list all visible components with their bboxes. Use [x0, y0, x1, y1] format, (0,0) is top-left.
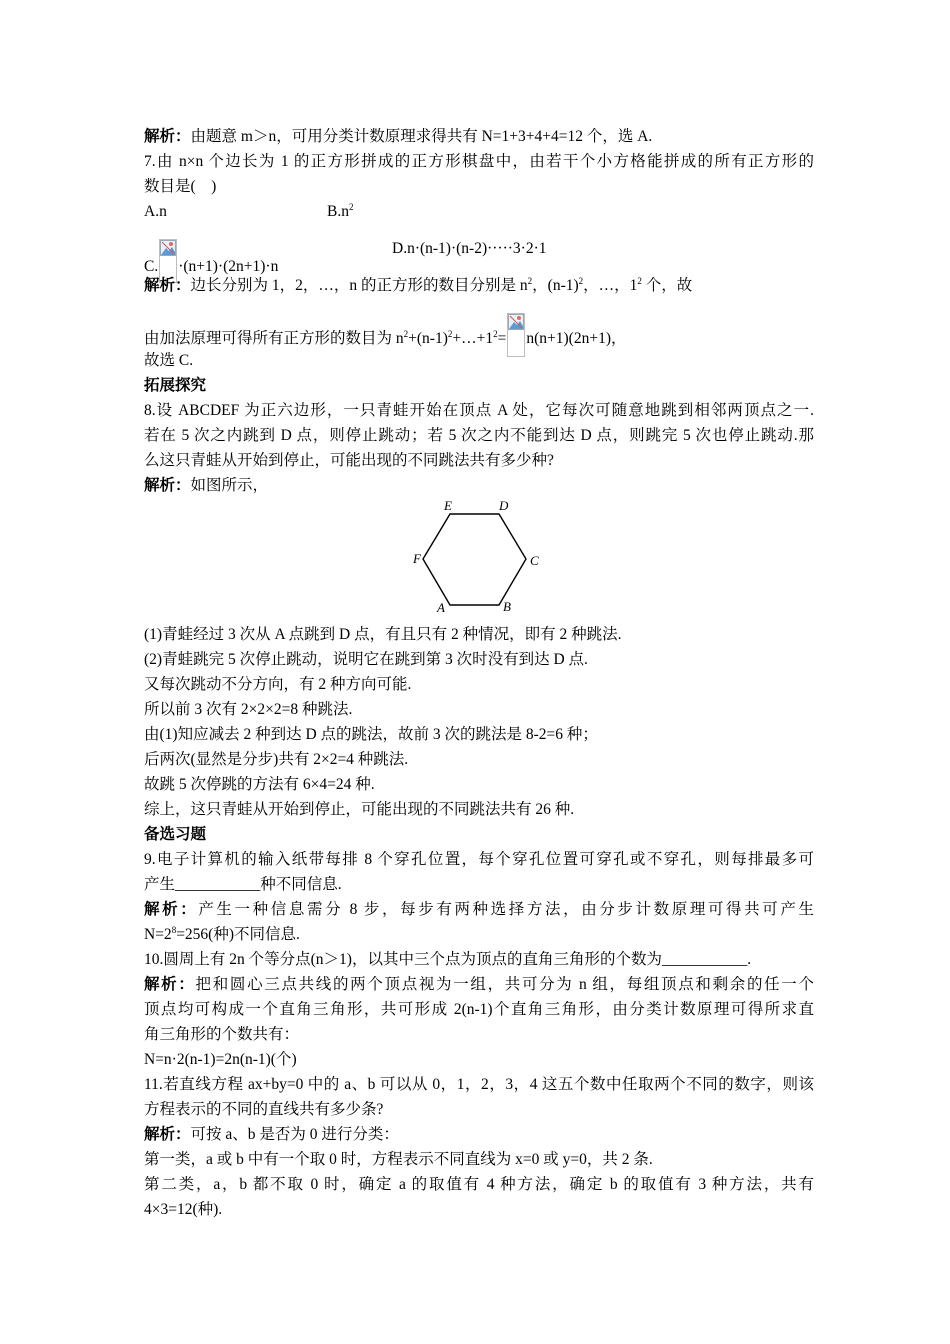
answer-10-line-4: N=n·2(n-1)=2n(n-1)(个): [144, 1051, 297, 1068]
question-7-line-1: 7.由 n×n 个边长为 1 的正方形拼成的正方形棋盘中，由若干个小方格能拼成的所有正方形的: [144, 153, 814, 170]
option-c-prefix: C.: [144, 258, 159, 275]
hexagon-figure: [405, 495, 555, 620]
answer-6-line: [144, 127, 814, 147]
text-part: n(n+1)(2n+1)，: [526, 330, 627, 347]
section-heading-backup: 备选习题: [144, 826, 207, 843]
text-part: 由加法原理可得所有正方形的数目为 n: [144, 330, 404, 347]
text-part: 边长分别为 1，2，…，n 的正方形的数目分别是 n: [190, 277, 528, 294]
option-c-text: ·(n+1)·(2n+1)·n: [178, 258, 279, 275]
question-9-line-1: 9.电子计算机的输入纸带每排 8 个穿孔位置，每个穿孔位置可穿孔或不穿孔，则每排最多可: [144, 851, 814, 868]
section-heading-extend: 拓展探究: [144, 377, 207, 394]
text-part: 个，故: [641, 277, 693, 294]
answer-7-line-1: [144, 276, 814, 296]
answer-label: 解析：: [144, 976, 196, 993]
solution-step-3: 又每次跳动不分方向，有 2 种方向可能.: [144, 676, 412, 693]
solution-step-8: 综上，这只青蛙从开始到停止，可能出现的不同跳法共有 26 种.: [144, 801, 575, 818]
superscript: 2: [403, 329, 409, 339]
answer-label: 解析：: [144, 901, 199, 918]
option-d: D.n·(n-1)·(n-2)·····3·2·1: [392, 240, 547, 257]
text-part: =: [497, 330, 507, 347]
text-part: N=2: [144, 926, 172, 943]
text-part: +…+1: [452, 330, 494, 347]
answer-11-line-1: [144, 1125, 814, 1145]
solution-step-6: 后两次(显然是分步)共有 2×2=4 种跳法.: [144, 751, 409, 768]
superscript: 2: [637, 276, 642, 286]
option-b: [327, 202, 527, 222]
question-8-line-3: 么这只青蛙从开始到停止，可能出现的不同跳法共有多少种?: [144, 452, 554, 469]
solution-step-7: 故跳 5 次停跳的方法有 6×4=24 种.: [144, 776, 375, 793]
answer-label: 解析：: [144, 277, 191, 294]
question-9-line-2: 产生___________种不同信息.: [144, 876, 342, 893]
answer-10-line-3: 角三角形的个数共有：: [144, 1026, 300, 1043]
superscript: 2: [447, 329, 453, 339]
superscript: 2: [493, 329, 498, 339]
superscript: 2: [527, 276, 533, 286]
option-a: A.n: [144, 203, 167, 220]
vertex-label-d: D: [499, 498, 509, 513]
answer-11-line-3: 第二类，a，b 都不取 0 时，确定 a 的取值有 4 种方法，确定 b 的取值有 3 种方法，共有: [144, 1176, 814, 1193]
option-b-text: B.n: [327, 203, 349, 220]
vertex-label-c: C: [530, 553, 539, 568]
superscript: 2: [578, 276, 584, 286]
vertex-label-a: A: [437, 600, 445, 615]
answer-11-line-2: 第一类，a 或 b 中有一个取 0 时，方程表示不同直线为 x=0 或 y=0，共 2 条.: [144, 1151, 653, 1168]
text-part: 可按 a、b 是否为 0 进行分类：: [190, 1126, 399, 1143]
vertex-label-f: F: [413, 551, 421, 566]
question-7-line-2: 数目是( ): [144, 178, 217, 195]
question-11-line-1: 11.若直线方程 ax+by=0 中的 a、b 可以从 0，1，2，3，4 这五个数中任取两个不同的数字，则该: [144, 1076, 814, 1093]
question-11-line-2: 方程表示的不同的直线共有多少条?: [144, 1101, 384, 1118]
answer-10-line-2: 顶点均可构成一个直角三角形，共可形成 2(n-1)个直角三角形，由分类计数原理可得所求直: [144, 1001, 814, 1018]
vertex-label-e: E: [444, 498, 452, 513]
answer-9-line-1: [144, 900, 814, 920]
text-part: +(n-1): [408, 330, 448, 347]
text-part: =256(种)不同信息.: [176, 926, 300, 943]
text-part: 把和圆心三点共线的两个顶点视为一组，共可分为 n 组，每组顶点和剩余的任一个: [195, 976, 814, 993]
text-part: ，…，1: [583, 277, 638, 294]
answer-label: 解析：: [144, 1126, 191, 1143]
answer-11-line-4: 4×3=12(种).: [144, 1201, 223, 1218]
solution-step-5: 由(1)知应减去 2 种到达 D 点的跳法，故前 3 次的跳法是 8-2=6 种；: [144, 726, 598, 743]
superscript: 8: [171, 925, 177, 935]
answer-label: 解析：: [144, 128, 191, 145]
answer-9-line-2: [144, 925, 814, 945]
question-8-line-1: 8.设 ABCDEF 为正六边形，一只青蛙开始在顶点 A 处，它每次可随意地跳到相邻两顶点之一.: [144, 402, 814, 419]
solution-step-2: (2)青蛙跳完 5 次停止跳动，说明它在跳到第 3 次时没有到达 D 点.: [144, 651, 588, 668]
answer-8-intro: [144, 476, 814, 496]
text-part: ，(n-1): [532, 277, 579, 294]
answer-text: 由题意 m＞n，可用分类计数原理求得共有 N=1+3+4+4=12 个，选 A.: [190, 128, 653, 145]
vertex-label-b: B: [503, 599, 511, 614]
question-8-line-2: 若在 5 次之内跳到 D 点，则停止跳动；若 5 次之内不能到达 D 点，则跳完 5 次也停止跳动.那: [144, 427, 814, 444]
question-10: 10.圆周上有 2n 个等分点(n＞1)，以其中三个点为顶点的直角三角形的个数为___________.: [144, 951, 752, 968]
solution-step-1: (1)青蛙经过 3 次从 A 点跳到 D 点，有且只有 2 种情况，即有 2 种跳法.: [144, 626, 622, 643]
solution-step-4: 所以前 3 次有 2×2×2=8 种跳法.: [144, 701, 353, 718]
text-part: 产生一种信息需分 8 步，每步有两种选择方法，由分步计数原理可得共可产生: [198, 901, 814, 918]
text-part: 如图所示，: [190, 477, 269, 494]
answer-label: 解析：: [144, 477, 191, 494]
superscript: 2: [348, 202, 354, 212]
answer-7-line-3: 故选 C.: [144, 352, 194, 369]
answer-10-line-1: [144, 975, 814, 995]
